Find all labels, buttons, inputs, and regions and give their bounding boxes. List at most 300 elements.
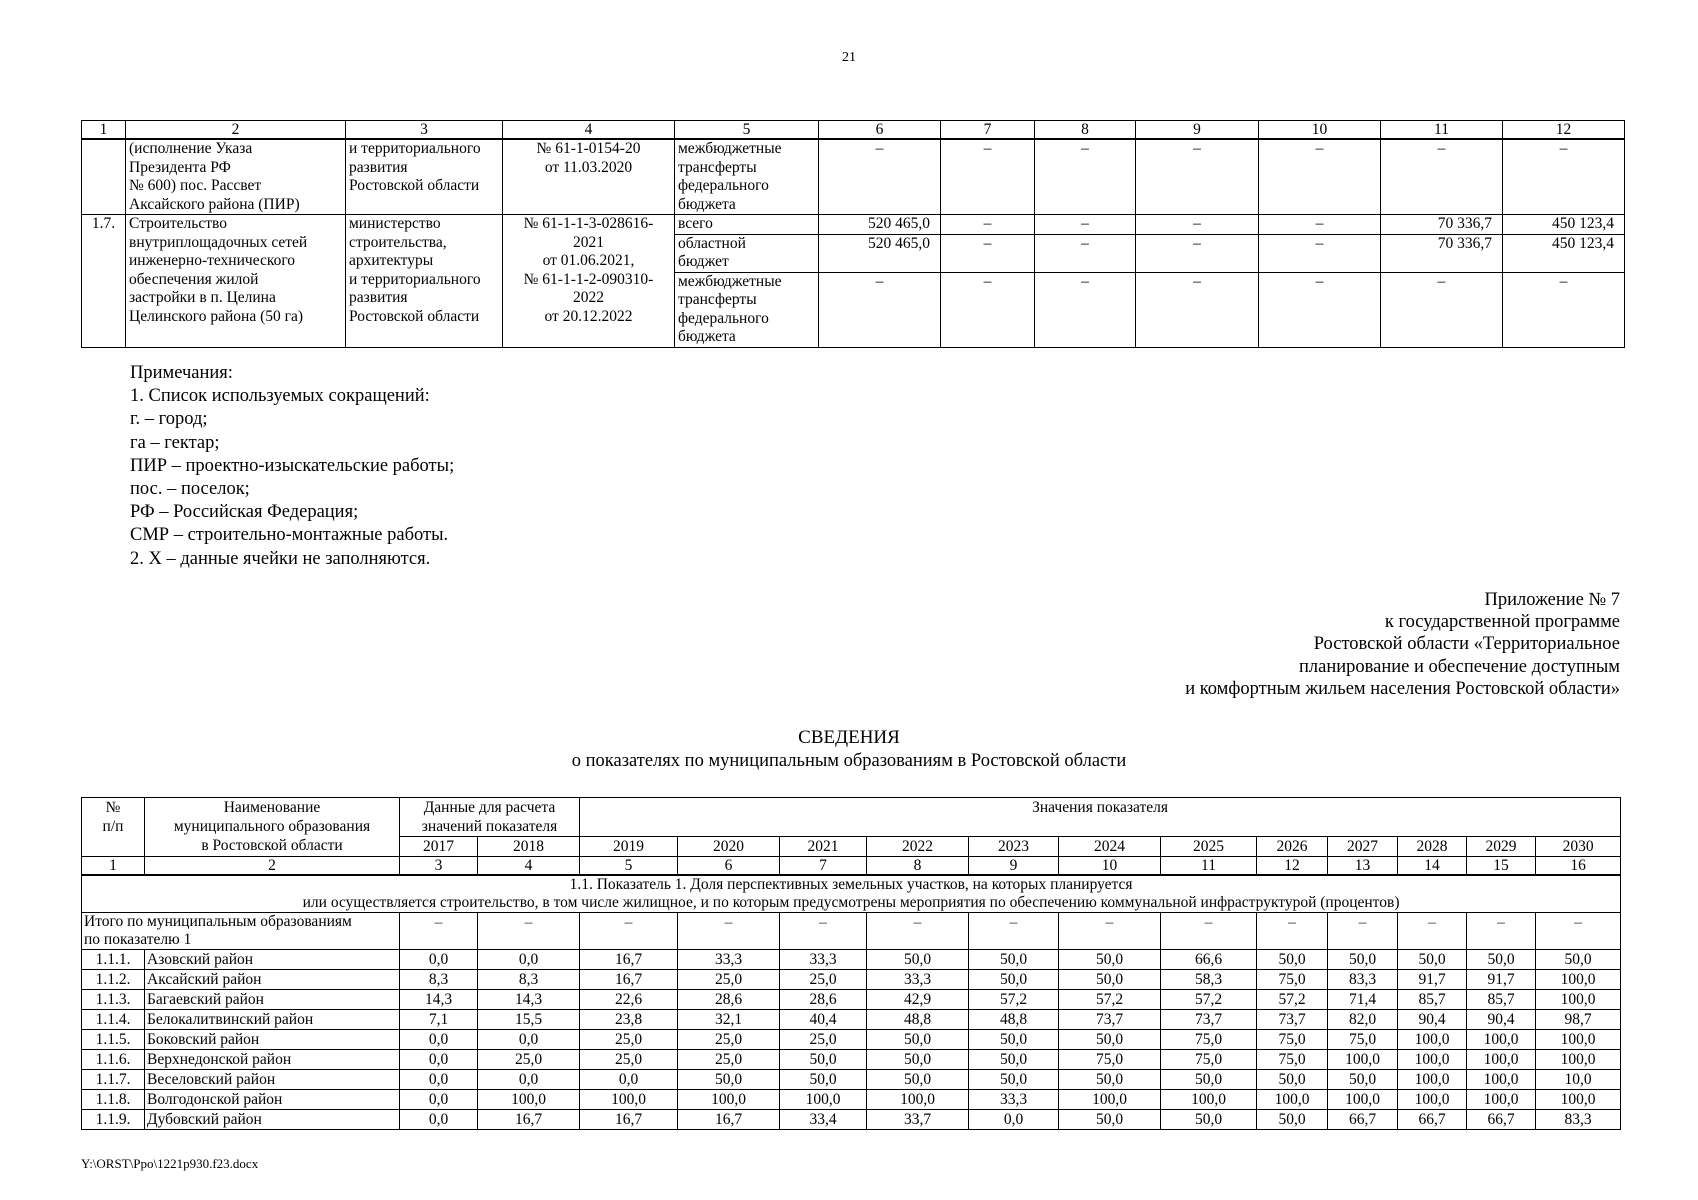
value-cell: 520 465,0 <box>819 215 941 235</box>
value-cell: 71,4 <box>1328 990 1398 1010</box>
table-row <box>82 1010 1621 1030</box>
document-subtitle: о показателях по муниципальным образованиям в Ростовской области <box>571 751 1127 771</box>
header-row <box>82 798 1621 837</box>
value-cell: 100,0 <box>1536 1050 1621 1070</box>
col-num: 10 <box>1059 857 1161 876</box>
table-row <box>82 970 1621 990</box>
year-cell: 2020 <box>678 837 780 857</box>
header-values: Значения показателя <box>580 798 1621 837</box>
value-cell: 50,0 <box>1059 1070 1161 1090</box>
district-name: Азовский район <box>145 950 400 970</box>
value-cell: – <box>1136 272 1259 347</box>
value-cell: 50,0 <box>780 1050 867 1070</box>
cell-line: развития <box>349 158 408 176</box>
col-num: 8 <box>867 857 969 876</box>
col-num: 14 <box>1398 857 1467 876</box>
district-name: Аксайский район <box>145 970 400 990</box>
value-cell: 100,0 <box>1467 1090 1536 1110</box>
funding-source-cell: всего <box>675 215 819 235</box>
cell-line: Ростовской области <box>349 177 480 194</box>
col-num: 1 <box>82 857 145 876</box>
value-cell: 75,0 <box>1059 1050 1161 1070</box>
value-cell: – <box>1161 913 1257 950</box>
value-cell: 14,3 <box>478 990 580 1010</box>
value-cell: 66,6 <box>1161 950 1257 970</box>
value-cell: 42,9 <box>867 990 969 1010</box>
value-cell: – <box>1035 139 1136 215</box>
value-cell: – <box>1467 913 1536 950</box>
col-num: 3 <box>346 121 503 140</box>
cell-line: Ростовской области <box>349 307 480 325</box>
value-cell: 100,0 <box>1536 970 1621 990</box>
value-cell: – <box>1035 215 1136 235</box>
value-cell: 8,3 <box>478 970 580 990</box>
row-code: 1.1.1. <box>82 950 145 970</box>
value-cell: 10,0 <box>1536 1070 1621 1090</box>
value-cell: 85,7 <box>1398 990 1467 1010</box>
cell-line: от 01.06.2021, <box>542 252 635 269</box>
value-cell: 50,0 <box>1059 970 1161 990</box>
value-cell: – <box>478 913 580 950</box>
value-cell: 23,8 <box>580 1010 678 1030</box>
cell-line: 2022 <box>573 289 604 306</box>
value-cell: 100,0 <box>580 1090 678 1110</box>
value-cell: 0,0 <box>400 1030 478 1050</box>
col-num: 4 <box>478 857 580 876</box>
value-cell: 50,0 <box>867 1050 969 1070</box>
value-cell: 48,8 <box>867 1010 969 1030</box>
value-cell: 100,0 <box>1328 1050 1398 1070</box>
value-cell: 32,1 <box>678 1010 780 1030</box>
header-line: в Ростовской области <box>201 837 343 854</box>
value-cell: 25,0 <box>678 970 780 990</box>
value-cell: 90,4 <box>1467 1010 1536 1030</box>
value-cell: 16,7 <box>478 1110 580 1130</box>
value-cell: 0,0 <box>478 1070 580 1090</box>
value-cell: 75,0 <box>1257 1030 1328 1050</box>
column-number-row <box>82 121 1625 140</box>
col-num: 11 <box>1381 121 1503 140</box>
col-num: 1 <box>82 121 126 140</box>
col-num: 6 <box>819 121 941 140</box>
year-cell: 2026 <box>1257 837 1328 857</box>
header-line: Данные для расчета <box>423 799 556 816</box>
appendix-line: и комфортным жильем населения Ростовской области» <box>1185 678 1620 699</box>
header-line: значений показателя <box>421 818 558 835</box>
value-cell: – <box>969 913 1059 950</box>
value-cell: 100,0 <box>867 1090 969 1110</box>
value-cell: – <box>1136 139 1259 215</box>
value-cell: – <box>1381 139 1503 215</box>
cell-line: инженерно-технического <box>129 252 296 269</box>
year-cell: 2027 <box>1328 837 1398 857</box>
header-line: № <box>105 799 121 816</box>
value-cell: – <box>1503 139 1625 215</box>
value-cell: 85,7 <box>1467 990 1536 1010</box>
indicators-table <box>81 797 1621 1130</box>
value-cell: – <box>580 913 678 950</box>
value-cell: 50,0 <box>1059 1030 1161 1050</box>
value-cell: 28,6 <box>780 990 867 1010</box>
page-number: 21 <box>842 50 856 65</box>
note-line: 2. Х – данные ячейки не заполняются. <box>130 548 431 569</box>
value-cell: 100,0 <box>1467 1030 1536 1050</box>
value-cell: 25,0 <box>678 1050 780 1070</box>
appendix-header <box>1100 589 1620 700</box>
year-cell: 2028 <box>1398 837 1467 857</box>
row-number-cell: 1.7. <box>82 215 126 348</box>
value-cell: 50,0 <box>867 1030 969 1050</box>
value-cell: 33,3 <box>780 950 867 970</box>
district-name: Боковский район <box>145 1030 400 1050</box>
appendix-line: Приложение № 7 <box>1484 590 1620 610</box>
col-num: 15 <box>1467 857 1536 876</box>
cell-line: 2021 <box>573 233 604 251</box>
cell-line: и территориального <box>349 270 481 288</box>
value-cell: 91,7 <box>1398 970 1467 990</box>
note-line: 1. Список используемых сокращений: <box>130 386 430 407</box>
value-cell: – <box>941 139 1035 215</box>
cell-line: Строительство <box>129 215 227 232</box>
note-line: СМР – строительно-монтажные работы. <box>130 525 449 546</box>
document-cell <box>503 139 675 215</box>
value-cell: – <box>1536 913 1621 950</box>
note-line: РФ – Российская Федерация; <box>130 502 359 523</box>
funding-source-cell <box>675 272 819 347</box>
value-cell: 100,0 <box>1398 1030 1467 1050</box>
cell-line: Президента РФ <box>129 158 231 176</box>
value-cell: 100,0 <box>1536 1090 1621 1110</box>
note-line: пос. – поселок; <box>130 479 250 500</box>
activity-name-cell <box>126 215 346 348</box>
value-cell: 50,0 <box>969 970 1059 990</box>
value-cell: 0,0 <box>400 1050 478 1070</box>
section-row <box>82 875 1621 913</box>
section-title <box>82 875 1621 913</box>
cell-line: от 11.03.2020 <box>544 158 633 176</box>
value-cell: 520 465,0 <box>819 234 941 272</box>
value-cell: 100,0 <box>1398 1070 1467 1090</box>
value-cell: 75,0 <box>1161 1030 1257 1050</box>
year-cell: 2024 <box>1059 837 1161 857</box>
cell-line: межбюджетные <box>678 272 782 290</box>
program-activities-table <box>81 120 1625 348</box>
value-cell: – <box>1259 272 1381 347</box>
cell-line: от 20.12.2022 <box>544 307 633 325</box>
cell-line: № 600) пос. Рассвет <box>129 177 262 194</box>
value-cell: – <box>1136 234 1259 272</box>
total-row <box>82 913 1621 950</box>
table-row <box>82 990 1621 1010</box>
cell-line: (исполнение Указа <box>129 140 253 157</box>
value-cell: 100,0 <box>1398 1050 1467 1070</box>
value-cell: 100,0 <box>478 1090 580 1110</box>
total-line: Итого по муниципальным образованиям <box>84 913 352 930</box>
value-cell: 33,3 <box>678 950 780 970</box>
cell-line: трансферты <box>678 291 757 308</box>
value-cell: 0,0 <box>400 1090 478 1110</box>
cell-line: № 61-1-0154-20 <box>536 140 641 157</box>
header-calc <box>400 798 580 837</box>
col-num: 6 <box>678 857 780 876</box>
value-cell: 100,0 <box>1398 1090 1467 1110</box>
value-cell: 50,0 <box>1257 950 1328 970</box>
notes-block <box>130 362 454 571</box>
value-cell: 25,0 <box>678 1030 780 1050</box>
cell-line: министерство <box>349 215 441 232</box>
value-cell: 75,0 <box>1257 1050 1328 1070</box>
note-line: г. – город; <box>130 409 208 430</box>
row-code: 1.1.5. <box>82 1030 145 1050</box>
value-cell: 25,0 <box>780 970 867 990</box>
row-code: 1.1.2. <box>82 970 145 990</box>
value-cell: – <box>819 139 941 215</box>
value-cell: 50,0 <box>1161 1070 1257 1090</box>
value-cell: 100,0 <box>780 1090 867 1110</box>
value-cell: – <box>1035 234 1136 272</box>
value-cell: 98,7 <box>1536 1010 1621 1030</box>
value-cell: 100,0 <box>1467 1050 1536 1070</box>
cell-line: обеспечения жилой <box>129 270 259 288</box>
value-cell: 82,0 <box>1328 1010 1398 1030</box>
value-cell: 0,0 <box>580 1070 678 1090</box>
value-cell: 100,0 <box>1161 1090 1257 1110</box>
col-num: 5 <box>675 121 819 140</box>
cell-line: строительства, <box>349 233 447 251</box>
value-cell: – <box>941 272 1035 347</box>
value-cell: – <box>1035 272 1136 347</box>
executor-cell <box>346 139 503 215</box>
row-number-cell <box>82 139 126 215</box>
table-row <box>82 950 1621 970</box>
value-cell: 100,0 <box>1257 1090 1328 1110</box>
activity-name-cell <box>126 139 346 215</box>
value-cell: – <box>780 913 867 950</box>
row-code: 1.1.8. <box>82 1090 145 1110</box>
value-cell: 25,0 <box>580 1030 678 1050</box>
value-cell: 50,0 <box>678 1070 780 1090</box>
value-cell: 0,0 <box>478 1030 580 1050</box>
total-label <box>82 913 400 950</box>
table-row <box>82 139 1625 215</box>
cell-line: архитектуры <box>349 252 434 269</box>
col-num: 3 <box>400 857 478 876</box>
row-code: 1.1.3. <box>82 990 145 1010</box>
cell-line: трансферты <box>678 158 757 176</box>
table-row <box>82 1090 1621 1110</box>
value-cell: 50,0 <box>1467 950 1536 970</box>
year-cell: 2021 <box>780 837 867 857</box>
funding-source-cell <box>675 139 819 215</box>
value-cell: 25,0 <box>580 1050 678 1070</box>
cell-line: № 61-1-1-2-090310- <box>523 270 654 288</box>
value-cell: 75,0 <box>1161 1050 1257 1070</box>
total-line: по показателю 1 <box>84 931 192 948</box>
value-cell: 16,7 <box>580 1110 678 1130</box>
col-num: 11 <box>1161 857 1257 876</box>
value-cell: 90,4 <box>1398 1010 1467 1030</box>
table-row <box>82 1070 1621 1090</box>
col-num: 9 <box>969 857 1059 876</box>
header-line: муниципального образования <box>173 818 371 835</box>
value-cell: 70 336,7 <box>1381 234 1503 272</box>
value-cell: 25,0 <box>478 1050 580 1070</box>
value-cell: 8,3 <box>400 970 478 990</box>
row-code: 1.1.9. <box>82 1110 145 1130</box>
funding-source-cell <box>675 234 819 272</box>
year-cell: 2029 <box>1467 837 1536 857</box>
value-cell: 50,0 <box>969 1030 1059 1050</box>
cell-line: бюджета <box>678 328 736 345</box>
value-cell: – <box>1259 139 1381 215</box>
value-cell: 0,0 <box>400 950 478 970</box>
value-cell: 57,2 <box>1161 990 1257 1010</box>
value-cell: 73,7 <box>1257 1010 1328 1030</box>
value-cell: 57,2 <box>1059 990 1161 1010</box>
value-cell: 58,3 <box>1161 970 1257 990</box>
year-cell: 2030 <box>1536 837 1621 857</box>
value-cell: – <box>941 234 1035 272</box>
header-line: Наименование <box>223 799 321 816</box>
cell-line: развития <box>349 289 408 306</box>
cell-line: федерального <box>678 309 769 327</box>
value-cell: 450 123,4 <box>1503 215 1625 235</box>
value-cell: 50,0 <box>1059 950 1161 970</box>
value-cell: 0,0 <box>478 950 580 970</box>
year-cell: 2023 <box>969 837 1059 857</box>
value-cell: – <box>941 215 1035 235</box>
header-name <box>145 798 400 857</box>
value-cell: 100,0 <box>1059 1090 1161 1110</box>
value-cell: 83,3 <box>1536 1110 1621 1130</box>
value-cell: 33,7 <box>867 1110 969 1130</box>
col-num: 7 <box>780 857 867 876</box>
district-name: Белокалитвинский район <box>145 1010 400 1030</box>
appendix-line: Ростовской области «Территориальное <box>1313 634 1620 655</box>
value-cell: 450 123,4 <box>1503 234 1625 272</box>
value-cell: – <box>1259 234 1381 272</box>
appendix-line: к государственной программе <box>1384 612 1620 633</box>
value-cell: – <box>1136 215 1259 235</box>
value-cell: 57,2 <box>969 990 1059 1010</box>
col-num: 9 <box>1136 121 1259 140</box>
appendix-line: планирование и обеспечение доступным <box>1299 656 1620 677</box>
col-num: 4 <box>503 121 675 140</box>
value-cell: – <box>1328 913 1398 950</box>
value-cell: 16,7 <box>580 970 678 990</box>
value-cell: – <box>1381 272 1503 347</box>
value-cell: 15,5 <box>478 1010 580 1030</box>
value-cell: 100,0 <box>1467 1070 1536 1090</box>
value-cell: 100,0 <box>1536 990 1621 1010</box>
value-cell: 50,0 <box>1161 1110 1257 1130</box>
district-name: Багаевский район <box>145 990 400 1010</box>
value-cell: 73,7 <box>1059 1010 1161 1030</box>
year-cell: 2022 <box>867 837 969 857</box>
value-cell: 100,0 <box>1328 1090 1398 1110</box>
column-number-row <box>82 857 1621 876</box>
value-cell: 40,4 <box>780 1010 867 1030</box>
year-cell: 2017 <box>400 837 478 857</box>
col-num: 16 <box>1536 857 1621 876</box>
cell-line: № 61-1-1-3-028616- <box>523 215 654 232</box>
document-cell <box>503 215 675 348</box>
district-rows <box>82 950 1621 1130</box>
col-num: 12 <box>1257 857 1328 876</box>
value-cell: 0,0 <box>400 1110 478 1130</box>
cell-line: Аксайского района (ПИР) <box>129 195 300 213</box>
value-cell: 100,0 <box>678 1090 780 1110</box>
header-num <box>82 798 145 857</box>
file-path: Y:\ORST\Ppo\1221p930.f23.docx <box>81 1156 259 1171</box>
header-line: п/п <box>102 818 124 835</box>
value-cell: 66,7 <box>1467 1110 1536 1130</box>
value-cell: 66,7 <box>1398 1110 1467 1130</box>
value-cell: 22,6 <box>580 990 678 1010</box>
value-cell: 48,8 <box>969 1010 1059 1030</box>
value-cell: 33,3 <box>867 970 969 990</box>
value-cell: – <box>1259 215 1381 235</box>
col-num: 12 <box>1503 121 1625 140</box>
value-cell: – <box>1398 913 1467 950</box>
value-cell: – <box>678 913 780 950</box>
value-cell: 16,7 <box>678 1110 780 1130</box>
col-num: 2 <box>126 121 346 140</box>
cell-line: бюджет <box>678 253 729 270</box>
notes-heading: Примечания: <box>130 363 233 383</box>
year-cell: 2025 <box>1161 837 1257 857</box>
value-cell: – <box>1059 913 1161 950</box>
value-cell: 50,0 <box>867 1070 969 1090</box>
cell-line: бюджета <box>678 195 736 213</box>
note-line: ПИР – проектно-изыскательские работы; <box>130 455 455 476</box>
value-cell: 0,0 <box>400 1070 478 1090</box>
value-cell: 50,0 <box>1328 950 1398 970</box>
value-cell: – <box>867 913 969 950</box>
value-cell: 25,0 <box>780 1030 867 1050</box>
section-line: или осуществляется строительство, в том числе жилищное, и по которым предусмотрены мероприятия по обеспечению коммунальной инфраструктурой (процентов) <box>302 894 1400 911</box>
col-num: 13 <box>1328 857 1398 876</box>
col-num: 8 <box>1035 121 1136 140</box>
cell-line: внутриплощадочных сетей <box>129 233 308 251</box>
district-name: Веселовский район <box>145 1070 400 1090</box>
col-num: 2 <box>145 857 400 876</box>
document-title: СВЕДЕНИЯ <box>798 727 900 748</box>
col-num: 7 <box>941 121 1035 140</box>
table-row <box>82 215 1625 235</box>
value-cell: 16,7 <box>580 950 678 970</box>
value-cell: – <box>819 272 941 347</box>
table-row <box>82 1110 1621 1130</box>
col-num: 10 <box>1259 121 1381 140</box>
cell-line: межбюджетные <box>678 140 782 157</box>
value-cell: 91,7 <box>1467 970 1536 990</box>
cell-line: и территориального <box>349 140 481 157</box>
value-cell: 83,3 <box>1328 970 1398 990</box>
district-name: Верхнедонской район <box>145 1050 400 1070</box>
note-line: га – гектар; <box>130 432 220 453</box>
value-cell: 75,0 <box>1328 1030 1398 1050</box>
value-cell: 7,1 <box>400 1010 478 1030</box>
value-cell: 50,0 <box>969 1050 1059 1070</box>
year-cell: 2018 <box>478 837 580 857</box>
value-cell: 50,0 <box>969 950 1059 970</box>
row-code: 1.1.4. <box>82 1010 145 1030</box>
value-cell: 50,0 <box>1257 1070 1328 1090</box>
value-cell: – <box>1257 913 1328 950</box>
value-cell: 50,0 <box>1059 1110 1161 1130</box>
value-cell: 33,4 <box>780 1110 867 1130</box>
